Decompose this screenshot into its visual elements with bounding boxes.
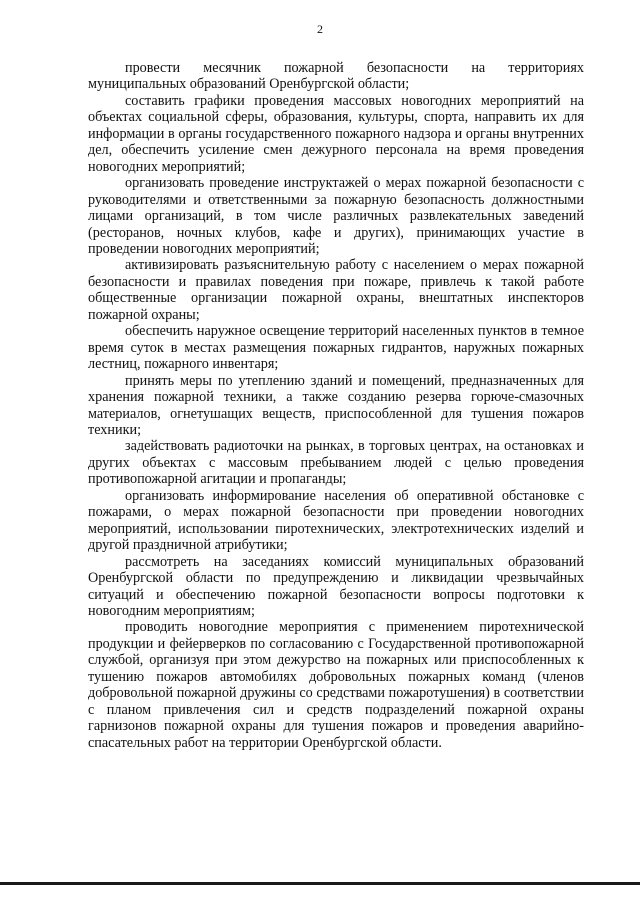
paragraph-fire-safety-month: провести месячник пожарной безопасности на территориях муниципальных образований Оренбургской области; <box>88 60 584 93</box>
paragraph-building-insulation: принять меры по утеплению зданий и помещений, предназначенных для хранения пожарной техники, а также созданию резерва горюче-смазочных материалов, огнетушащих веществ, приспособленной для тушения пожаров техники; <box>88 372 584 438</box>
paragraph-commission-meetings: рассмотреть на заседаниях комиссий муниципальных образований Оренбургской области по предупреждению и ликвидации чрезвычайных ситуаций и обеспечению пожарной безопасности вопросы подготовки к новогодним мероприятиям; <box>88 553 584 619</box>
paragraph-safety-briefings: организовать проведение инструктажей о мерах пожарной безопасности с руководителями и ответственными за пожарную безопасность должностными лицами организаций, в том числе различных развлекательных заведений (ресторанов, ночных клубов, кафе и других), принимающих участие в проведении новогодних мероприятий; <box>88 175 584 257</box>
paragraph-public-information: организовать информирование населения об оперативной обстановке с пожарами, о мерах пожарной безопасности при проведении новогодних мероприятий, использовании пиротехнических, электротехнических изделий и другой праздничной атрибутики; <box>88 487 584 554</box>
paragraph-outdoor-lighting: обеспечить наружное освещение территорий населенных пунктов в темное время суток в местах размещения пожарных гидрантов, наружных пожарных лестниц, пожарного инвентаря; <box>88 323 584 373</box>
paragraph-public-outreach: активизировать разъяснительную работу с населением о мерах пожарной безопасности и правилах поведения при пожаре, привлечь к такой работе общественные организации пожарной охраны, внештатных инспекторов пожарной охраны; <box>88 257 584 323</box>
paragraph-radio-points: задействовать радиоточки на рынках, в торговых центрах, на остановках и других объектах с массовым пребыванием людей с целью проведения противопожарной агитации и пропаганды; <box>88 438 584 488</box>
bottom-border-line <box>0 882 640 885</box>
page-number: 2 <box>317 22 323 36</box>
document-body <box>88 60 584 751</box>
paragraph-event-schedules: составить графики проведения массовых новогодних мероприятий на объектах социальной сферы, образования, культуры, спорта, направить их для информации в органы государственного пожарного надзора и органы внутренних дел, обеспечить усиление смен дежурного персонала на время проведения новогодних мероприятий; <box>88 92 584 175</box>
paragraph-pyrotechnics-events: проводить новогодние мероприятия с применением пиротехнической продукции и фейерверков по согласованию с Государственной противопожарной службой, организуя при этом дежурство на пожарных или приспособленных к тушению пожаров автомобилях добровольных пожарных команд (членов добровольной пожарной дружины со средствами пожаротушения) в соответствии с планом привлечения сил и средств подразделений пожарной охраны гарнизонов пожарной охраны для тушения пожаров и проведения аварийно-спасательных работ на территории Оренбургской области. <box>88 619 584 751</box>
